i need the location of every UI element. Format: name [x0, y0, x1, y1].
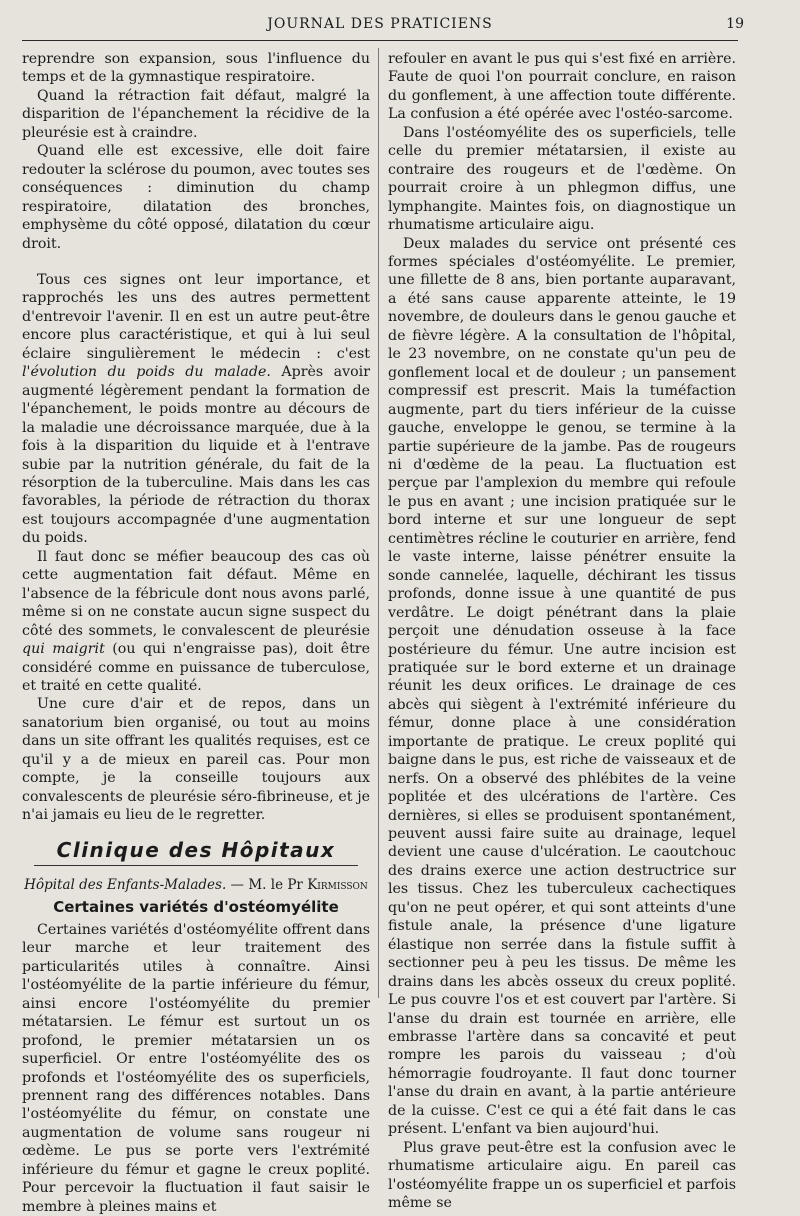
header-rule: [22, 40, 738, 41]
paragraph: Quand elle est excessive, elle doit faire redouter la sclérose du poumon, avec toutes ses conséquences : diminution du champ respiratoire, dilatation des bronches, emphysème du côté opposé, dilatation du cœur droit.: [22, 143, 370, 252]
paragraph: Certaines variétés d'ostéomyélite offrent dans leur marche et leur traitement des particularités utiles à connaître. Ainsi l'ostéomyélite de la partie inférieure du fémur, ainsi encore l'ostéomyélite du premier métatarsien. Le fémur est surtout un os profond, le premier métatarsien un os superficiel. Or entre l'ostéomyélite des os profonds et l'ostéomyélite des os superficiels, prennent rang des différences notables. Dans l'ostéomyélite du fémur, on constate une augmentation de volume sans rougeur ni œdème. Le pus se porte vers l'extrémité inférieure du fémur et gagne le creux poplité. Pour percevoir la fluctuation il faut saisir le membre à pleines mains et: [22, 921, 370, 1215]
paragraph: [22, 548, 370, 696]
right-column: [388, 50, 736, 1213]
journal-title: JOURNAL DES PRATICIENS: [267, 16, 493, 32]
paragraph: Quand la rétraction fait défaut, malgré la disparition de l'épanchement la récidive de la pleurésie est à craindre.: [22, 87, 370, 141]
paragraph: Dans l'ostéomyélite des os superficiels, telle celle du premier métatarsien, il existe au contraire des rougeurs et de l'œdème. On pourrait croire à un phlegmon diffus, une lymphangite. Maintes fois, on diagnostique un rhumatisme articulaire aigu.: [388, 124, 736, 234]
column-divider: [378, 48, 379, 998]
text-run: Après avoir augmenté légèrement pendant la formation de l'épanchement, le poids montre au décours de la maladie une décroissance marquée, due à la fois à la disparition du liquide et à l'entrave subie par la nutrition générale, du fait de la résorption de la tuberculine. Mais dans les cas favorables, la période de rétraction du thorax est toujours accompagnée d'une augmentation du poids.: [22, 364, 370, 547]
emphasis-text: qui maigrit: [22, 641, 105, 658]
text-run: Tous ces signes ont leur importance, et rapprochés les uns des autres permettent d'entrevoir l'avenir. Il en est un autre peut-être encore plus caractéristique, et qui à lui seul éclaire singulièrement le médecin : c'est: [22, 271, 370, 362]
paragraph: Une cure d'air et de repos, dans un sanatorium bien organisé, ou tout au moins dans un site offrant les qualités requises, est ce qu'il y a de mieux en pareil cas. Pour mon compte, je la conseille toujours aux convalescents de pleurésie séro-fibrineuse, et je n'ai jamais eu lieu de le regretter.: [22, 696, 370, 824]
paragraph: refouler en avant le pus qui s'est fixé en arrière. Faute de quoi l'on pourrait conclure, en raison du gonflement, à une affection toute différente. La confusion a été opérée avec l'ostéo-sarcome.: [388, 51, 736, 123]
text-run: (ou qui n'engraisse pas), doit être considéré comme en puissance de tuberculose, et traité en cette qualité.: [22, 641, 370, 694]
hospital-separator: — M. le Pr: [226, 877, 308, 894]
emphasis-text: l'évolution du poids du malade.: [22, 364, 271, 381]
hospital-line: [22, 876, 370, 894]
paragraph: reprendre son expansion, sous l'influence du temps et de la gymnastique respiratoire.: [22, 51, 370, 86]
paragraph: Plus grave peut-être est la confusion avec le rhumatisme articulaire aigu. En pareil cas l'ostéomyélite frappe un os superficiel et parfois même se: [388, 1139, 736, 1212]
page-header: [22, 14, 744, 36]
article-subtitle: Certaines variétés d'ostéomyélite: [53, 898, 339, 917]
professor-name: Kirmisson: [307, 877, 368, 894]
section-rule: [34, 865, 358, 866]
section-title: Clinique des Hôpitaux: [56, 837, 336, 862]
paragraph: [22, 271, 370, 548]
left-column: [22, 50, 370, 1216]
text-run: Il faut donc se méfier beaucoup des cas où cette augmentation fait défaut. Même en l'absence de la fébricule dont nous avons parlé, même si on ne constate aucun signe suspect du côté des sommets, le convalescent de pleurésie: [22, 548, 370, 639]
page-number: 19: [726, 16, 744, 32]
hospital-name: Hôpital des Enfants-Malades.: [24, 877, 227, 894]
paragraph: Deux malades du service ont présenté ces formes spéciales d'ostéomyélite. Le premier, une fillette de 8 ans, bien portante auparavant, a été sans cause apparente atteinte, le 19 novembre, de douleurs dans le genou gauche et de fièvre légère. A la consultation de l'hôpital, le 23 novembre, on ne constate qu'un peu de gonflement local et de douleur ; un pansement compressif est prescrit. Mais la tuméfaction augmente, part du tiers inférieur de la cuisse gauche, enveloppe le genou, se termine à la partie supérieure de la jambe. Pas de rougeurs ni d'œdème de la peau. La fluctuation est perçue par l'amplexion du membre qui refoule le pus en avant ; une incision pratiquée sur le bord interne et sur une longueur de sept centimètres récline le couturier en arrière, fend le vaste interne, laisse pénétrer ensuite la sonde cannelée, laquelle, déchirant les tissus profonds, donne issue à une quantité de pus verdâtre. Le doigt pénétrant dans la plaie perçoit une dénudation osseuse à la face postérieure du fémur. Une autre incision est pratiquée sur le bord externe et un drainage réunit les deux orifices. Le drainage de ces abcès qui siègent à l'extrémité inférieure du fémur, donne place à une considération importante de pratique. Le creux poplité qui baigne dans le pus, est riche de vaisseaux et de nerfs. On a observé des phlébites de la veine poplitée et des ulcérations de l'artère. Ces dernières, si elles se produisent spontanément, peuvent aussi faire suite au drainage, lequel devient une cause d'ulcération. Le caoutchouc des drains exerce une action destructrice sur les tissus. Chez les tuberculeux cachectiques qu'on ne peut opérer, et qui sont atteints d'une fistule anale, la présence d'une ligature élastique non serrée dans la fistule suffit à sectionner peu à peu les tissus. De même les drains dans les abcès osseux du creux poplité. Le pus couvre l'os et est couvert par l'artère. Si l'anse du drain est tournée en arrière, elle embrasse l'artère dans sa concavité et peut rompre les parois du vaisseau ; d'où hémorragie foudroyante. Il faut donc tourner l'anse du drain en avant, à la partie antérieure de la cuisse. C'est ce qui a été fait dans le cas présent. L'enfant va bien aujourd'hui.: [388, 235, 736, 1138]
